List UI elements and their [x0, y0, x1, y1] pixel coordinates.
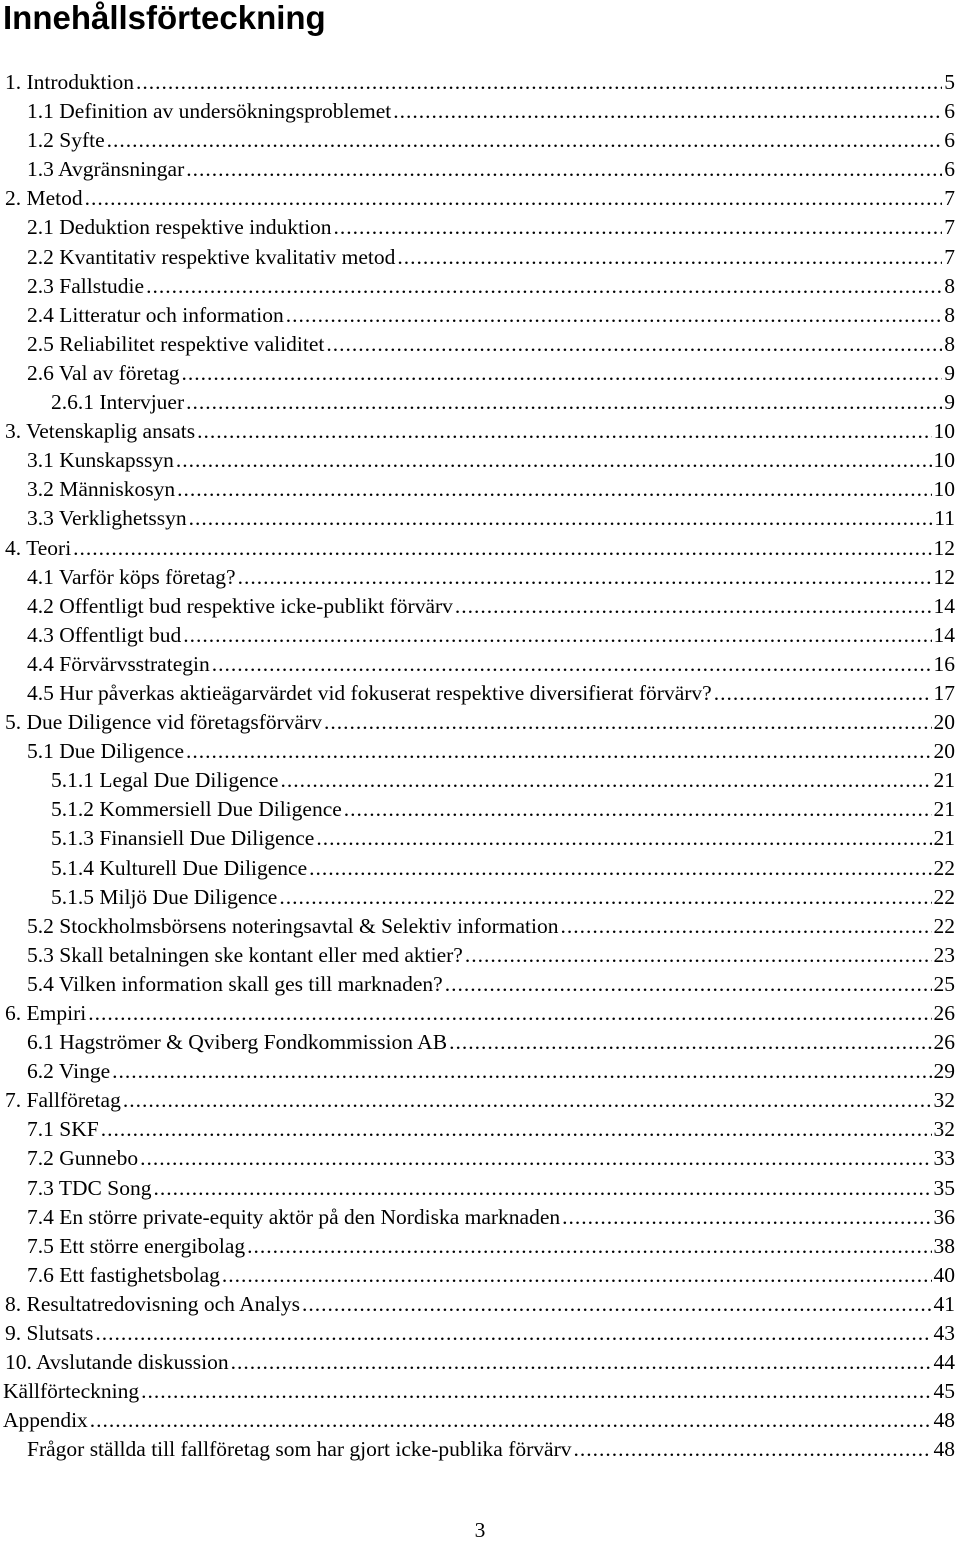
toc-entry[interactable] [0, 1144, 960, 1173]
toc-entry-title: 5.4 Vilken information skall ges till marknaden? [27, 971, 443, 996]
toc-entry-page: 48 [933, 1437, 955, 1462]
toc-entry-title: 9. Slutsats [5, 1321, 94, 1346]
toc-entry[interactable] [0, 1174, 960, 1203]
toc-entry-page: 33 [933, 1146, 955, 1171]
toc-dot-leader [280, 766, 931, 795]
toc-entry-page: 10 [933, 448, 955, 473]
toc-dot-leader [197, 417, 931, 446]
toc-entry[interactable] [0, 97, 960, 126]
toc-entry-page: 48 [933, 1408, 955, 1433]
toc-entry-title: 5.1.4 Kulturell Due Diligence [51, 855, 308, 880]
toc-dot-leader [146, 272, 942, 301]
toc-entry[interactable] [0, 534, 960, 563]
toc-entry-title: 4. Teori [5, 535, 72, 560]
toc-entry-page: 40 [933, 1262, 955, 1287]
toc-entry[interactable] [0, 475, 960, 504]
toc-entry[interactable] [0, 1057, 960, 1086]
toc-dot-leader [309, 854, 931, 883]
toc-dot-leader [88, 999, 931, 1028]
toc-entry[interactable] [0, 999, 960, 1028]
toc-entry[interactable] [0, 1086, 960, 1115]
toc-entry-title: Appendix [3, 1408, 88, 1433]
toc-dot-leader [101, 1115, 932, 1144]
toc-entry[interactable] [0, 563, 960, 592]
toc-dot-leader [153, 1174, 931, 1203]
toc-entry-title: 6.1 Hagströmer & Qviberg Fondkommission AB [27, 1030, 448, 1055]
toc-entry-page: 12 [933, 564, 955, 589]
toc-entry[interactable] [0, 272, 960, 301]
toc-dot-leader [286, 301, 943, 330]
toc-entry[interactable] [0, 184, 960, 213]
toc-entry[interactable] [0, 941, 960, 970]
toc-entry[interactable] [0, 359, 960, 388]
toc-entry[interactable] [0, 301, 960, 330]
toc-entry-title: 2.6.1 Intervjuer [51, 390, 185, 415]
toc-entry-page: 7 [944, 215, 955, 240]
toc-dot-leader [90, 1406, 932, 1435]
toc-entry-page: 41 [933, 1291, 955, 1316]
toc-entry[interactable] [0, 1115, 960, 1144]
toc-entry-title: 2.5 Reliabilitet respektive validitet [27, 331, 325, 356]
toc-dot-leader [186, 388, 942, 417]
toc-entry-title: 5.2 Stockholmsbörsens noteringsavtal & Selektiv information [27, 913, 559, 938]
toc-entry[interactable] [0, 388, 960, 417]
toc-dot-leader [344, 795, 932, 824]
toc-dot-leader [302, 1290, 932, 1319]
toc-entry-page: 21 [933, 768, 955, 793]
toc-entry-page: 36 [933, 1204, 955, 1229]
toc-entry[interactable] [0, 417, 960, 446]
toc-dot-leader [140, 1144, 931, 1173]
toc-dot-leader [107, 126, 943, 155]
toc-dot-leader [445, 970, 932, 999]
toc-entry[interactable] [0, 68, 960, 97]
toc-entry[interactable] [0, 126, 960, 155]
toc-entry-title: 4.4 Förvärvsstrategin [27, 651, 210, 676]
toc-dot-leader [186, 155, 942, 184]
toc-entry[interactable] [0, 446, 960, 475]
toc-entry-title: 7.1 SKF [27, 1117, 99, 1142]
toc-dot-leader [334, 213, 943, 242]
toc-dot-leader [123, 1086, 932, 1115]
toc-dot-leader [73, 534, 931, 563]
toc-entry-title: Källförteckning [3, 1379, 140, 1404]
toc-entry-title: 5.1.3 Finansiell Due Diligence [51, 826, 315, 851]
toc-entry-title: 3.3 Verklighetssyn [27, 506, 187, 531]
toc-entry-page: 21 [933, 797, 955, 822]
toc-dot-leader [95, 1319, 931, 1348]
toc-dot-leader [189, 504, 933, 533]
toc-dot-leader [247, 1232, 931, 1261]
toc-entry-title: 10. Avslutande diskussion [5, 1350, 229, 1375]
toc-entry[interactable] [0, 1377, 960, 1406]
toc-entry-page: 10 [933, 419, 955, 444]
toc-entry-page: 12 [933, 535, 955, 560]
toc-entry-title: 5.1.2 Kommersiell Due Diligence [51, 797, 342, 822]
toc-entry-page: 29 [933, 1059, 955, 1084]
toc-entry[interactable] [0, 766, 960, 795]
toc-dot-leader [574, 1435, 932, 1464]
toc-entry-page: 8 [944, 273, 955, 298]
toc-entry-page: 8 [944, 302, 955, 327]
toc-dot-leader [714, 679, 932, 708]
toc-entry[interactable] [0, 1406, 960, 1435]
toc-entry-title: 2. Metod [5, 186, 83, 211]
toc-dot-leader [455, 592, 932, 621]
toc-entry-page: 8 [944, 331, 955, 356]
toc-entry-page: 9 [944, 390, 955, 415]
toc-entry-title: 2.2 Kvantitativ respektive kvalitativ metod [27, 244, 396, 269]
toc-dot-leader [186, 737, 931, 766]
toc-entry-page: 6 [944, 128, 955, 153]
toc-entry-title: 5.3 Skall betalningen ske kontant eller med aktier? [27, 942, 463, 967]
toc-entry[interactable] [0, 504, 960, 533]
toc-entry-page: 9 [944, 360, 955, 385]
toc-entry[interactable] [0, 1203, 960, 1232]
toc-entry-page: 26 [933, 1001, 955, 1025]
toc-entry-title: 1. Introduktion [5, 70, 134, 94]
toc-entry-page: 11 [934, 506, 955, 531]
toc-entry-title: 4.1 Varför köps företag? [27, 564, 236, 589]
toc-entry[interactable] [0, 708, 960, 737]
toc-entry[interactable] [0, 155, 960, 184]
toc-dot-leader [136, 68, 942, 97]
toc-entry[interactable] [0, 1232, 960, 1261]
toc-entry-title: 2.3 Fallstudie [27, 273, 145, 298]
table-of-contents [0, 68, 960, 1465]
toc-dot-leader [177, 475, 931, 504]
toc-entry-title: 7.2 Gunnebo [27, 1146, 139, 1171]
toc-entry-page: 35 [933, 1175, 955, 1200]
toc-entry[interactable] [0, 737, 960, 766]
toc-entry[interactable] [0, 1348, 960, 1377]
toc-entry[interactable] [0, 912, 960, 941]
toc-entry-title: 8. Resultatredovisning och Analys [5, 1291, 300, 1316]
toc-dot-leader [465, 941, 932, 970]
toc-entry-title: 7. Fallföretag [5, 1088, 121, 1113]
toc-dot-leader [181, 359, 942, 388]
toc-entry-page: 20 [933, 739, 955, 764]
toc-entry-page: 45 [933, 1379, 955, 1404]
toc-entry[interactable] [0, 1290, 960, 1319]
toc-entry-page: 44 [933, 1350, 955, 1375]
toc-entry[interactable] [0, 854, 960, 883]
toc-dot-leader [326, 330, 942, 359]
toc-dot-leader [324, 708, 931, 737]
toc-entry-page: 38 [933, 1233, 955, 1258]
toc-entry-page: 7 [944, 186, 955, 211]
toc-entry-title: 6.2 Vinge [27, 1059, 111, 1084]
toc-entry[interactable] [0, 621, 960, 650]
toc-entry-title: 2.6 Val av företag [27, 360, 180, 385]
toc-dot-leader [560, 912, 931, 941]
toc-entry-page: 6 [944, 99, 955, 124]
toc-entry-title: 6. Empiri [5, 1001, 87, 1025]
toc-entry[interactable] [0, 1028, 960, 1057]
toc-entry-title: 3. Vetenskaplig ansats [5, 419, 196, 444]
toc-entry[interactable] [0, 824, 960, 853]
toc-dot-leader [222, 1261, 932, 1290]
toc-dot-leader [212, 650, 932, 679]
toc-entry-page: 25 [933, 971, 955, 996]
toc-entry-title: 1.2 Syfte [27, 128, 105, 153]
toc-entry-title: 2.4 Litteratur och information [27, 302, 284, 327]
toc-entry[interactable] [0, 795, 960, 824]
toc-entry-page: 5 [944, 70, 955, 94]
toc-entry[interactable] [0, 592, 960, 621]
toc-entry-page: 10 [933, 477, 955, 502]
toc-dot-leader [397, 243, 942, 272]
toc-entry-title: 4.2 Offentligt bud respektive icke-publikt förvärv [27, 593, 453, 618]
toc-entry-title: 4.5 Hur påverkas aktieägarvärdet vid fokuserat respektive diversifierat förvärv? [27, 680, 712, 705]
toc-entry-page: 16 [933, 651, 955, 676]
toc-entry-page: 17 [933, 680, 955, 705]
toc-dot-leader [85, 184, 943, 213]
toc-dot-leader [393, 97, 942, 126]
toc-dot-leader [562, 1203, 931, 1232]
toc-entry-page: 22 [933, 913, 955, 938]
toc-dot-leader [316, 824, 931, 853]
toc-entry[interactable] [0, 1261, 960, 1290]
toc-entry-title: 7.6 Ett fastighetsbolag [27, 1262, 220, 1287]
toc-entry[interactable] [0, 330, 960, 359]
toc-dot-leader [112, 1057, 931, 1086]
toc-entry-page: 14 [933, 622, 955, 647]
toc-entry-page: 22 [933, 884, 955, 909]
toc-dot-leader [183, 621, 931, 650]
toc-entry-page: 23 [933, 942, 955, 967]
toc-entry-title: 3.1 Kunskapssyn [27, 448, 174, 473]
toc-entry-page: 32 [933, 1088, 955, 1113]
toc-entry-page: 26 [933, 1030, 955, 1055]
toc-entry[interactable] [0, 213, 960, 242]
toc-entry-title: 5.1.5 Miljö Due Diligence [51, 884, 278, 909]
toc-dot-leader [231, 1348, 932, 1377]
toc-entry-title: 3.2 Människosyn [27, 477, 176, 502]
toc-entry-page: 20 [933, 710, 955, 735]
toc-dot-leader [141, 1377, 931, 1406]
toc-entry-page: 6 [944, 157, 955, 182]
toc-entry-title: 7.5 Ett större energibolag [27, 1233, 246, 1258]
toc-dot-leader [279, 883, 931, 912]
toc-entry-title: Frågor ställda till fallföretag som har gjort icke-publika förvärv [27, 1437, 572, 1462]
toc-entry[interactable] [0, 243, 960, 272]
toc-dot-leader [176, 446, 932, 475]
toc-entry-title: 5.1 Due Diligence [27, 739, 185, 764]
toc-entry-title: 1.1 Definition av undersökningsproblemet [27, 99, 392, 124]
toc-entry[interactable] [0, 1319, 960, 1348]
toc-entry-page: 21 [933, 826, 955, 851]
toc-entry[interactable] [0, 650, 960, 679]
toc-entry-page: 32 [933, 1117, 955, 1142]
toc-entry-title: 5. Due Diligence vid företagsförvärv [5, 710, 323, 735]
toc-entry-title: 4.3 Offentligt bud [27, 622, 182, 647]
toc-entry-page: 43 [933, 1321, 955, 1346]
toc-entry-title: 7.3 TDC Song [27, 1175, 152, 1200]
toc-entry[interactable] [0, 883, 960, 912]
toc-entry-page: 22 [933, 855, 955, 880]
toc-entry-title: 2.1 Deduktion respektive induktion [27, 215, 332, 240]
toc-entry-title: 1.3 Avgränsningar [27, 157, 185, 182]
toc-entry-page: 14 [933, 593, 955, 618]
page-title: Innehållsförteckning [3, 0, 326, 36]
page-number: 3 [474, 1518, 486, 1542]
toc-dot-leader [238, 563, 932, 592]
toc-dot-leader [449, 1028, 931, 1057]
toc-entry-title: 5.1.1 Legal Due Diligence [51, 768, 279, 793]
toc-entry-title: 7.4 En större private-equity aktör på den Nordiska marknaden [27, 1204, 561, 1229]
toc-entry[interactable] [0, 679, 960, 708]
toc-entry[interactable] [0, 970, 960, 999]
toc-entry-page: 7 [944, 244, 955, 269]
toc-entry[interactable] [0, 1435, 960, 1464]
